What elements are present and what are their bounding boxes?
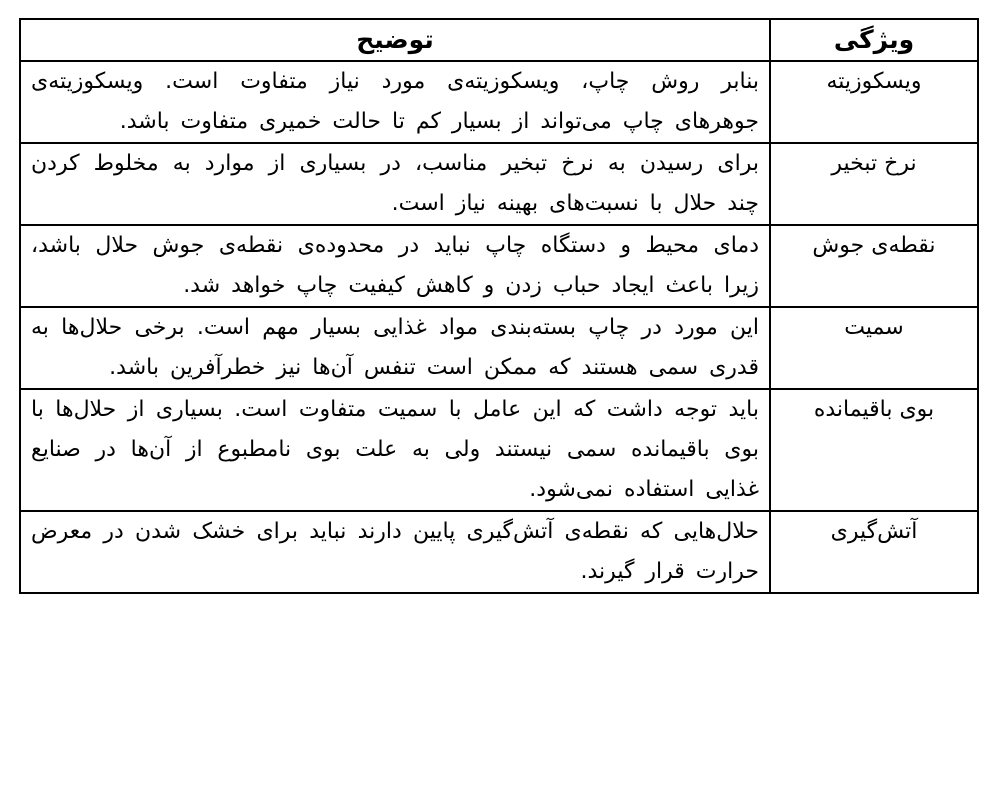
table-row (20, 61, 978, 143)
description-cell: دمای محیط و دستگاه چاپ نباید در محدوده‌ی نقطه‌ی جوش حلال باشد، زیرا باعث ایجاد حباب زدن و کاهش کیفیت چاپ خواهد شد. (20, 225, 770, 307)
table-row (20, 511, 978, 593)
description-cell: باید توجه داشت که این عامل با سمیت متفاوت است. بسیاری از حلال‌ها با بوی باقیمانده سمی نیستند ولی به علت بوی نامطبوع از آن‌ها در صنایع غذایی استفاده نمی‌شود. (20, 389, 770, 511)
properties-table-container (19, 18, 977, 594)
table-row (20, 143, 978, 225)
table-row (20, 307, 978, 389)
feature-cell: ویسکوزیته (770, 61, 978, 143)
feature-cell: بوی باقیمانده (770, 389, 978, 511)
description-cell: برای رسیدن به نرخ تبخیر مناسب، در بسیاری از موارد به مخلوط کردن چند حلال با نسبت‌های بهینه نیاز است. (20, 143, 770, 225)
solvent-properties-table (19, 18, 979, 594)
table-header-row (20, 19, 978, 61)
table-row (20, 389, 978, 511)
description-cell: این مورد در چاپ بسته‌بندی مواد غذایی بسیار مهم است. برخی حلال‌ها به قدری سمی هستند که ممکن است تنفس آن‌ها نیز خطرآفرین باشد. (20, 307, 770, 389)
table-row (20, 225, 978, 307)
feature-cell: آتش‌گیری (770, 511, 978, 593)
description-cell: بنابر روش چاپ، ویسکوزیته‌ی مورد نیاز متفاوت است. ویسکوزیته‌ی جوهرهای چاپ می‌تواند از بسیار کم تا حالت خمیری متفاوت باشد. (20, 61, 770, 143)
description-cell: حلال‌هایی که نقطه‌ی آتش‌گیری پایین دارند نباید برای خشک شدن در معرض حرارت قرار گیرند. (20, 511, 770, 593)
header-description: توضیح (20, 19, 770, 61)
header-feature: ویژگی (770, 19, 978, 61)
feature-cell: نرخ تبخیر (770, 143, 978, 225)
feature-cell: سمیت (770, 307, 978, 389)
feature-cell: نقطه‌ی جوش (770, 225, 978, 307)
